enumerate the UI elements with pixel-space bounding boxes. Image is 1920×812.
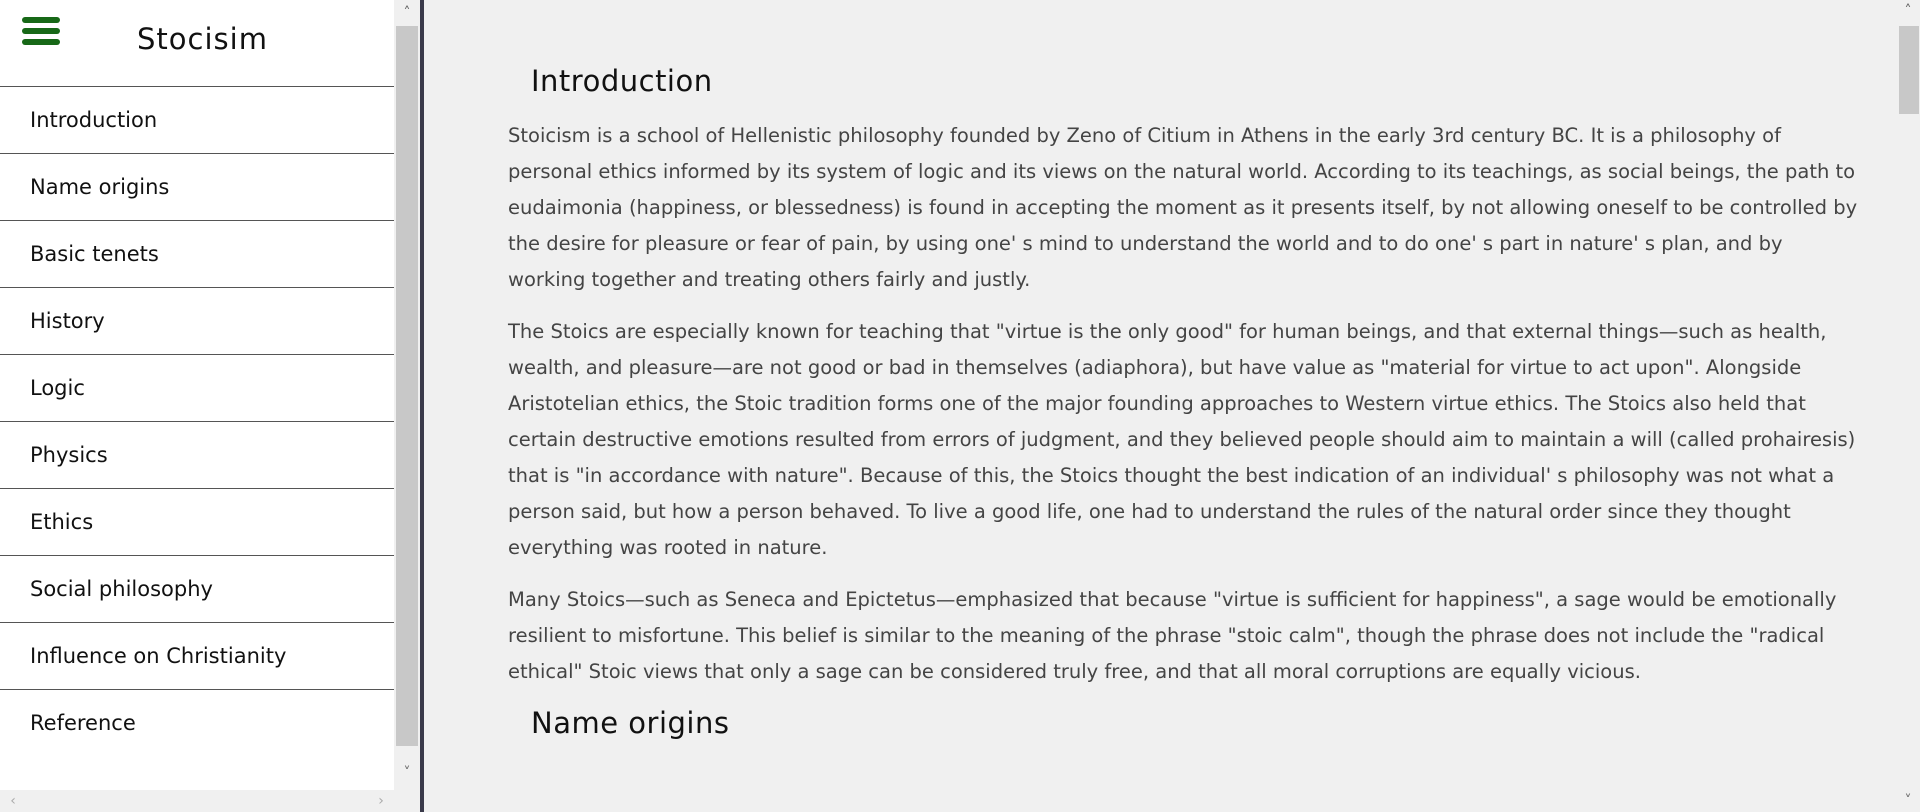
scroll-right-arrow-icon[interactable]: › [378,793,384,809]
section-title: Introduction [531,64,713,98]
section-name-origins [508,706,1858,740]
section-introduction [508,64,1858,690]
paragraph: Many Stoics—such as Seneca and Epictetus—emphasized that because "virtue is sufficient for happiness", a sage would be emotionally resilient to misfortune. This belief is similar to the meaning of the phrase "stoic calm", though the phrase does not include the "radical ethical" Stoic views that only a sage can be considered truly free, and that all moral corruptions are equally vicious. [508,588,1837,683]
sidebar-item-logic[interactable]: Logic [0,355,394,422]
sidebar-item-ethics[interactable]: Ethics [0,489,394,556]
sidebar [0,0,420,812]
sidebar-nav [0,87,394,756]
sidebar-item-history[interactable]: History [0,288,394,355]
scroll-down-arrow-icon[interactable]: ˅ [1904,793,1912,809]
sidebar-content [0,0,394,790]
sidebar-header [0,0,394,87]
sidebar-scroll-thumb[interactable] [396,26,418,746]
scroll-left-arrow-icon[interactable]: ‹ [10,793,16,809]
section-title: Name origins [531,706,730,740]
scrollbar-corner [394,790,420,812]
main-scroll-thumb[interactable] [1899,26,1919,114]
scroll-up-arrow-icon[interactable]: ˄ [403,5,411,21]
sidebar-item-influence-on-christianity[interactable]: Influence on Christianity [0,623,394,690]
sidebar-item-physics[interactable]: Physics [0,422,394,489]
scroll-down-arrow-icon[interactable]: ˅ [403,765,411,781]
scroll-up-arrow-icon[interactable]: ˄ [1904,3,1912,19]
paragraph: The Stoics are especially known for teaching that "virtue is the only good" for human beings, and that external things—such as health, wealth, and pleasure—are not good or bad in themselves (adiaphora), but have value as "material for virtue to act upon". Alongside Aristotelian ethics, the Stoic tradition forms one of the major founding approaches to Western virtue ethics. The Stoics also held that certain destructive emotions resulted from errors of judgment, and they believed people should aim to maintain a will (called prohairesis) that is "in accordance with nature". Because of this, the Stoics thought the best indication of an individual' s philosophy was not what a person said, but how a person behaved. To live a good life, one had to understand the rules of the natural order since they thought everything was rooted in nature. [508,320,1856,559]
hamburger-menu-icon[interactable] [22,17,60,51]
main-vertical-scrollbar[interactable] [1896,0,1920,812]
sidebar-item-basic-tenets[interactable]: Basic tenets [0,221,394,288]
sidebar-vertical-scrollbar[interactable] [394,0,420,790]
sidebar-item-name-origins[interactable]: Name origins [0,154,394,221]
sidebar-item-introduction[interactable]: Introduction [0,87,394,154]
sidebar-horizontal-scrollbar[interactable] [0,790,394,812]
site-title: Stocisim [137,22,268,56]
sidebar-item-reference[interactable]: Reference [30,711,136,735]
paragraph: Stoicism is a school of Hellenistic philosophy founded by Zeno of Citium in Athens in the early 3rd century BC. It is a philosophy of personal ethics informed by its system of logic and its views on the natural world. According to its teachings, as social beings, the path to eudaimonia (happiness, or blessedness) is found in accepting the moment as it presents itself, by not allowing oneself to be controlled by the desire for pleasure or fear of pain, by using one' s mind to understand the world and to do one' s part in nature' s plan, and by working together and treating others fairly and justly. [508,124,1858,291]
main-content [424,0,1896,812]
sidebar-item-social-philosophy[interactable]: Social philosophy [0,556,394,623]
